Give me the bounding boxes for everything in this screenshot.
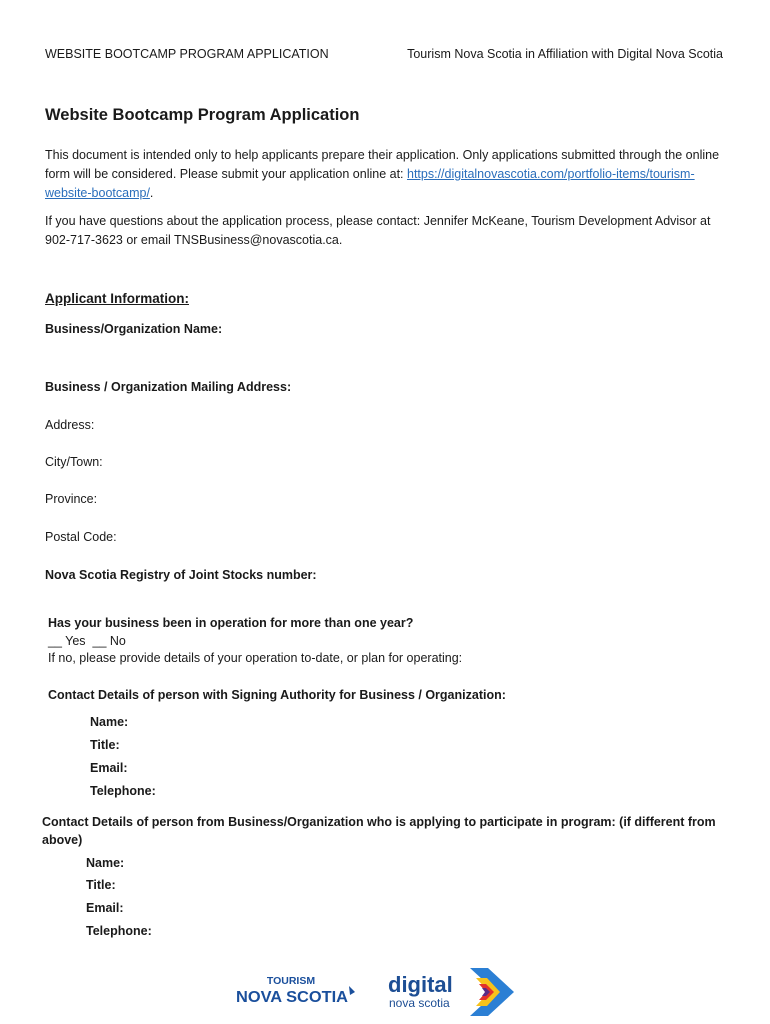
address-label: Address: [45,418,95,432]
applicant-info-heading: Applicant Information: [45,291,189,306]
tourism-nova-scotia-logo [236,975,355,1006]
tourism-logo-bottom: NOVA SCOTIA [236,989,349,1006]
digital-logo-bottom: nova scotia [389,996,450,1010]
contact-paragraph: If you have questions about the application process, please contact: Jennifer McKeane, Tourism Development Advisor at 902-717-3623 or email TNSBusiness@novascotia.ca. [45,214,711,247]
digital-nova-scotia-logo [388,968,514,1016]
footer-logos [236,964,526,1020]
participant-email-label: Email: [86,901,124,915]
tourism-logo-top: TOURISM [266,975,316,987]
chevron-logo-icon [470,968,514,1016]
tourism-logo-mark-icon [349,986,355,995]
mailing-address-label: Business / Organization Mailing Address: [45,380,292,394]
signing-name-label: Name: [90,715,129,729]
page-title: Website Bootcamp Program Application [45,106,360,124]
application-link[interactable]: https://digitalnovascotia.com/portfolio-items/tourism-website-bootcamp/ [45,167,695,200]
signing-title-label: Title: [90,738,120,752]
digital-logo-top: digital [388,972,453,997]
participant-title-label: Title: [86,878,116,892]
intro-text: This document is intended only to help applicants prepare their application. Only applications submitted through the online form will be considered. Please submit your application online at: [45,148,720,181]
operation-question: Has your business been in operation for more than one year? [48,616,414,630]
signing-contact-heading: Contact Details of person with Signing Authority for Business / Organization: [48,688,506,702]
province-label: Province: [45,492,98,506]
operation-details-label: If no, please provide details of your operation to-date, or plan for operating: [48,651,463,665]
signing-telephone-label: Telephone: [90,784,156,798]
business-name-label: Business/Organization Name: [45,322,223,336]
header-right-text: Tourism Nova Scotia in Affiliation with Digital Nova Scotia [407,47,723,61]
postal-code-label: Postal Code: [45,530,117,544]
intro-paragraph [45,146,735,203]
participant-contact-heading-line2: above) [42,833,83,847]
participant-contact-heading-line1: Contact Details of person from Business/Organization who is applying to participate in program: (if different from [42,815,716,829]
participant-name-label: Name: [86,856,125,870]
header-left-text: WEBSITE BOOTCAMP PROGRAM APPLICATION [45,47,329,61]
signing-email-label: Email: [90,761,128,775]
intro-text-end: . [149,186,154,200]
city-label: City/Town: [45,455,103,469]
registry-label: Nova Scotia Registry of Joint Stocks number: [45,568,317,582]
participant-telephone-label: Telephone: [86,924,152,938]
yes-no-options: __ Yes __ No [48,634,126,648]
